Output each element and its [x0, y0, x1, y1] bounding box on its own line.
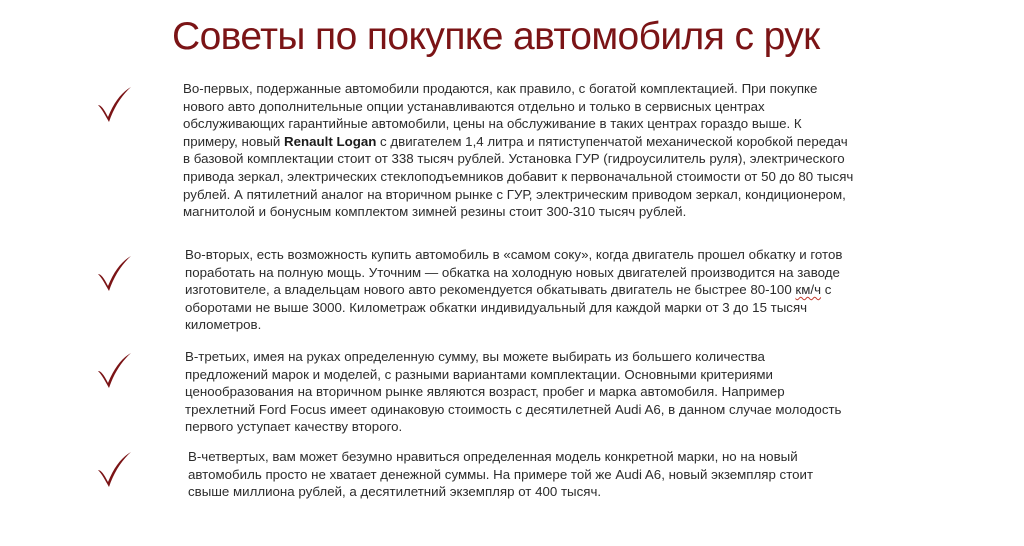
speed-unit-spellcheck: км/ч	[795, 282, 822, 298]
tip-paragraph-1	[183, 80, 855, 221]
tip-2-text-end: с оборотами не выше 3000. Километраж обкатки индивидуальный для каждой марки от 3 до 15 тысяч километров.	[185, 282, 832, 333]
tip-paragraph-2	[185, 246, 873, 334]
checkmark-icon	[94, 449, 134, 489]
car-brand-highlight: Renault Logan	[284, 133, 377, 149]
tip-1-text-start: Во-первых, подержанные автомобили продаются, как правило, с богатой комплектацией. При покупке нового авто дополнительные опции устанавливаются отдельно и только в сервисных центрах обслуживающих гарантийные автомобили, цены на обслуживание в таких центрах гораздо выше. К примеру, новый	[183, 81, 818, 149]
checkmark-icon	[94, 253, 134, 293]
tip-2-text-start: Во-вторых, есть возможность купить автомобиль в «самом соку», когда двигатель прошел обкатку и готов поработать на полную мощь. Уточним — обкатка на холодную новых двигателей производится на заводе изготовителе, а владельцам нового авто рекомендуется обкатывать двигатель не быстрее 80-100	[185, 247, 843, 298]
checkmark-icon	[94, 350, 134, 390]
checkmark-icon	[94, 84, 134, 124]
page-title: Советы по покупке автомобиля с рук	[172, 15, 820, 58]
tip-1-text-end: с двигателем 1,4 литра и пятиступенчатой механической коробкой передач в базовой комплектации стоит от 338 тысяч рублей. Установка ГУР (гидроусилитель руля), электрического привода зеркал, электрических стеклоподъемников добавит к первоначальной стоимости от 50 до 80 тысяч рублей. А пятилетний аналог на вторичном рынке с ГУР, электрическим приводом зеркал, кондиционером, магнитолой и бонусным комплектом зимней резины стоит 300-310 тысяч рублей.	[183, 133, 854, 220]
tip-paragraph-4: В-четвертых, вам может безумно нравиться определенная модель конкретной марки, но на новый автомобиль просто не хватает денежной суммы. На примере той же Audi A6, новый экземпляр стоит свыше миллиона рублей, а десятилетний экземпляр от 400 тысяч.	[188, 449, 814, 500]
tip-paragraph-3: В-третьих, имея на руках определенную сумму, вы можете выбирать из большего количества предложений марок и моделей, с разными вариантами комплектации. Основными критериями ценообразования на вторичном рынке являются возраст, пробег и марка автомобиля. Например трехлетний Ford Focus имеет одинаковую стоимость с десятилетней Audi A6, в данном случае молодость первого уступает качеству второго.	[185, 349, 842, 435]
